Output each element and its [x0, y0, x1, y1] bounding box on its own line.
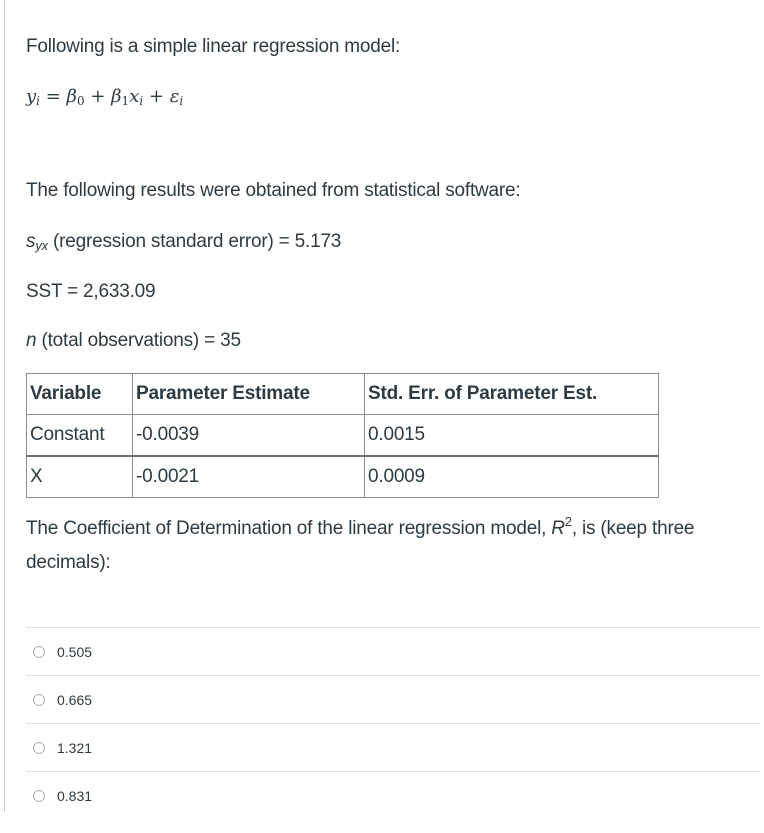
- answer-option[interactable]: [26, 771, 760, 819]
- cell-estimate: -0.0039: [133, 415, 365, 457]
- standard-error-line: $s_{yx}$ (regression standard error) = 5.173: [26, 231, 342, 253]
- observations-line: n (total observations) = 35: [26, 330, 241, 351]
- radio-button[interactable]: [33, 646, 45, 658]
- cell-std-error: 0.0015: [365, 415, 659, 457]
- table-row: [27, 456, 659, 498]
- radio-button[interactable]: [33, 694, 45, 706]
- answer-label: 0.665: [57, 691, 93, 708]
- question-prompt: The Coefficient of Determination of the linear regression model, $R^2$, is (keep three decimals):: [26, 514, 695, 573]
- answer-option[interactable]: [26, 675, 760, 723]
- cell-variable: X: [27, 456, 133, 498]
- answer-label: 0.831: [57, 787, 93, 804]
- answer-label: 0.505: [57, 643, 93, 660]
- answer-option[interactable]: [26, 627, 760, 675]
- answer-option[interactable]: [26, 723, 760, 771]
- table-header-row: [27, 374, 659, 415]
- header-parameter-estimate: Parameter Estimate: [133, 374, 365, 415]
- table-row: [27, 415, 659, 457]
- answer-label: 1.321: [57, 739, 93, 756]
- left-border: [4, 0, 5, 812]
- header-variable: Variable: [27, 374, 133, 415]
- cell-variable: Constant: [27, 415, 133, 457]
- sst-line: SST = 2,633.09: [26, 281, 156, 302]
- results-intro: The following results were obtained from statistical software:: [26, 180, 521, 201]
- regression-results-table: [26, 373, 659, 498]
- question-intro: Following is a simple linear regression model:: [26, 36, 401, 57]
- header-std-error: Std. Err. of Parameter Est.: [365, 374, 659, 415]
- cell-std-error: 0.0009: [365, 456, 659, 498]
- radio-button[interactable]: [33, 790, 45, 802]
- radio-button[interactable]: [33, 742, 45, 754]
- regression-equation: $y_i = \beta_0 + \beta_1x_i + \varepsilon_i$: [26, 86, 184, 108]
- answer-list: [26, 627, 760, 819]
- cell-estimate: -0.0021: [133, 456, 365, 498]
